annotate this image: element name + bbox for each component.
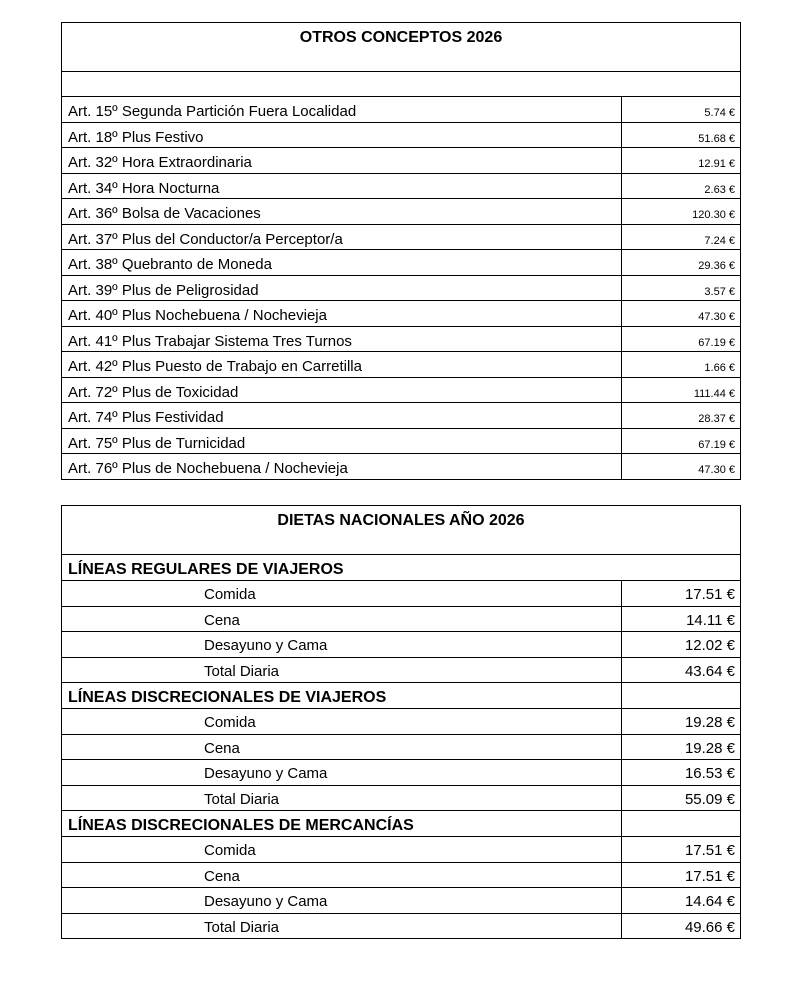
- section-heading: LÍNEAS REGULARES DE VIAJEROS: [68, 561, 344, 578]
- concept-label: Art. 75º Plus de Turnicidad: [62, 429, 622, 454]
- dieta-value: 43.64 €: [684, 662, 735, 680]
- concept-value: 1.66 €: [704, 362, 735, 374]
- table-row: [62, 327, 740, 353]
- concept-value: 67.19 €: [698, 336, 735, 349]
- table-row: [62, 760, 740, 786]
- dieta-value: 14.11 €: [686, 611, 735, 629]
- concept-value: 29.36 €: [698, 260, 735, 272]
- concept-label: Art. 37º Plus del Conductor/a Perceptor/a: [62, 225, 622, 250]
- dieta-label: Cena: [62, 607, 622, 632]
- dieta-label: Cena: [62, 735, 622, 760]
- table-row: [62, 429, 740, 455]
- concept-label: Art. 42º Plus Puesto de Trabajo en Carretilla: [62, 352, 622, 377]
- concept-value: 51.68 €: [698, 132, 735, 145]
- dieta-label: Desayuno y Cama: [62, 888, 622, 913]
- concept-value: 111.44 €: [693, 387, 735, 400]
- concept-value: 47.30 €: [698, 464, 735, 476]
- concept-value: 120.30 €: [692, 209, 735, 221]
- concept-label: Art. 15º Segunda Partición Fuera Localidad: [62, 97, 622, 122]
- table-row: [62, 607, 740, 633]
- table-row: [62, 837, 740, 863]
- dieta-label: Cena: [62, 863, 622, 888]
- dieta-value: 55.09 €: [684, 790, 735, 808]
- section-value-empty: [622, 683, 740, 708]
- concept-value: 28.37 €: [698, 413, 735, 425]
- table-row: [62, 786, 740, 812]
- concept-label: Art. 76º Plus de Nochebuena / Nochevieja: [62, 454, 622, 479]
- table-row: [62, 148, 740, 174]
- table-row: [62, 97, 740, 123]
- table-row: [62, 199, 740, 225]
- section-heading: LÍNEAS DISCRECIONALES DE VIAJEROS: [62, 683, 622, 708]
- concept-label: Art. 36º Bolsa de Vacaciones: [62, 199, 622, 224]
- concept-label: Art. 41º Plus Trabajar Sistema Tres Turnos: [62, 327, 622, 352]
- dieta-value: 12.02 €: [684, 637, 735, 654]
- dieta-value: 19.28 €: [684, 714, 735, 731]
- table-row: [62, 581, 740, 607]
- table-title: DIETAS NACIONALES AÑO 2026: [62, 506, 740, 555]
- section-header-row: [62, 555, 740, 581]
- concept-value: 7.24 €: [704, 234, 735, 247]
- concept-value: 12.91 €: [698, 158, 735, 170]
- dieta-value: 17.51 €: [684, 842, 735, 859]
- table-row: [62, 225, 740, 251]
- table-row: [62, 454, 740, 480]
- dieta-value: 17.51 €: [684, 586, 735, 603]
- concept-value: 3.57 €: [704, 285, 735, 298]
- table-row: [62, 658, 740, 684]
- dieta-label: Desayuno y Cama: [62, 632, 622, 657]
- table-row: [62, 250, 740, 276]
- concept-value: 67.19 €: [698, 438, 735, 451]
- concept-label: Art. 18º Plus Festivo: [62, 123, 622, 148]
- concept-value: 5.74 €: [704, 107, 735, 119]
- section-header-row: [62, 811, 740, 837]
- table-row: [62, 914, 740, 940]
- concept-label: Art. 74º Plus Festividad: [62, 403, 622, 428]
- table-row: [62, 709, 740, 735]
- concept-label: Art. 32º Hora Extraordinaria: [62, 148, 622, 173]
- section-heading: LÍNEAS DISCRECIONALES DE MERCANCÍAS: [62, 811, 622, 836]
- table-row: [62, 123, 740, 149]
- dieta-label: Comida: [62, 837, 622, 862]
- table-row: [62, 403, 740, 429]
- concept-label: Art. 40º Plus Nochebuena / Nochevieja: [62, 301, 622, 326]
- section-value-empty: [622, 811, 740, 836]
- table-row: [62, 863, 740, 889]
- table-row: [62, 276, 740, 302]
- dieta-value: 17.51 €: [684, 867, 735, 885]
- dieta-value: 14.64 €: [684, 893, 735, 910]
- dieta-value: 16.53 €: [684, 765, 735, 782]
- table-row: [62, 301, 740, 327]
- concept-value: 2.63 €: [704, 183, 735, 196]
- table-row: [62, 632, 740, 658]
- dieta-label: Total Diaria: [62, 658, 622, 683]
- section-header-row: [62, 683, 740, 709]
- table-title: OTROS CONCEPTOS 2026: [62, 23, 740, 72]
- dieta-value: 19.28 €: [684, 739, 735, 757]
- table-row: [62, 378, 740, 404]
- dieta-label: Total Diaria: [62, 786, 622, 811]
- concept-label: Art. 34º Hora Nocturna: [62, 174, 622, 199]
- table-row: [62, 888, 740, 914]
- dieta-label: Comida: [62, 709, 622, 734]
- empty-row: [62, 72, 740, 97]
- table-row: [62, 174, 740, 200]
- concept-label: Art. 72º Plus de Toxicidad: [62, 378, 622, 403]
- dieta-label: Desayuno y Cama: [62, 760, 622, 785]
- concept-label: Art. 39º Plus de Peligrosidad: [62, 276, 622, 301]
- table-row: [62, 735, 740, 761]
- otros-conceptos-table: [61, 22, 741, 480]
- dieta-value: 49.66 €: [684, 918, 735, 936]
- dieta-label: Comida: [62, 581, 622, 606]
- dietas-nacionales-table: [61, 505, 741, 939]
- concept-label: Art. 38º Quebranto de Moneda: [62, 250, 622, 275]
- concept-value: 47.30 €: [698, 311, 735, 323]
- table-row: [62, 352, 740, 378]
- dieta-label: Total Diaria: [62, 914, 622, 939]
- section-value-empty: [622, 555, 740, 580]
